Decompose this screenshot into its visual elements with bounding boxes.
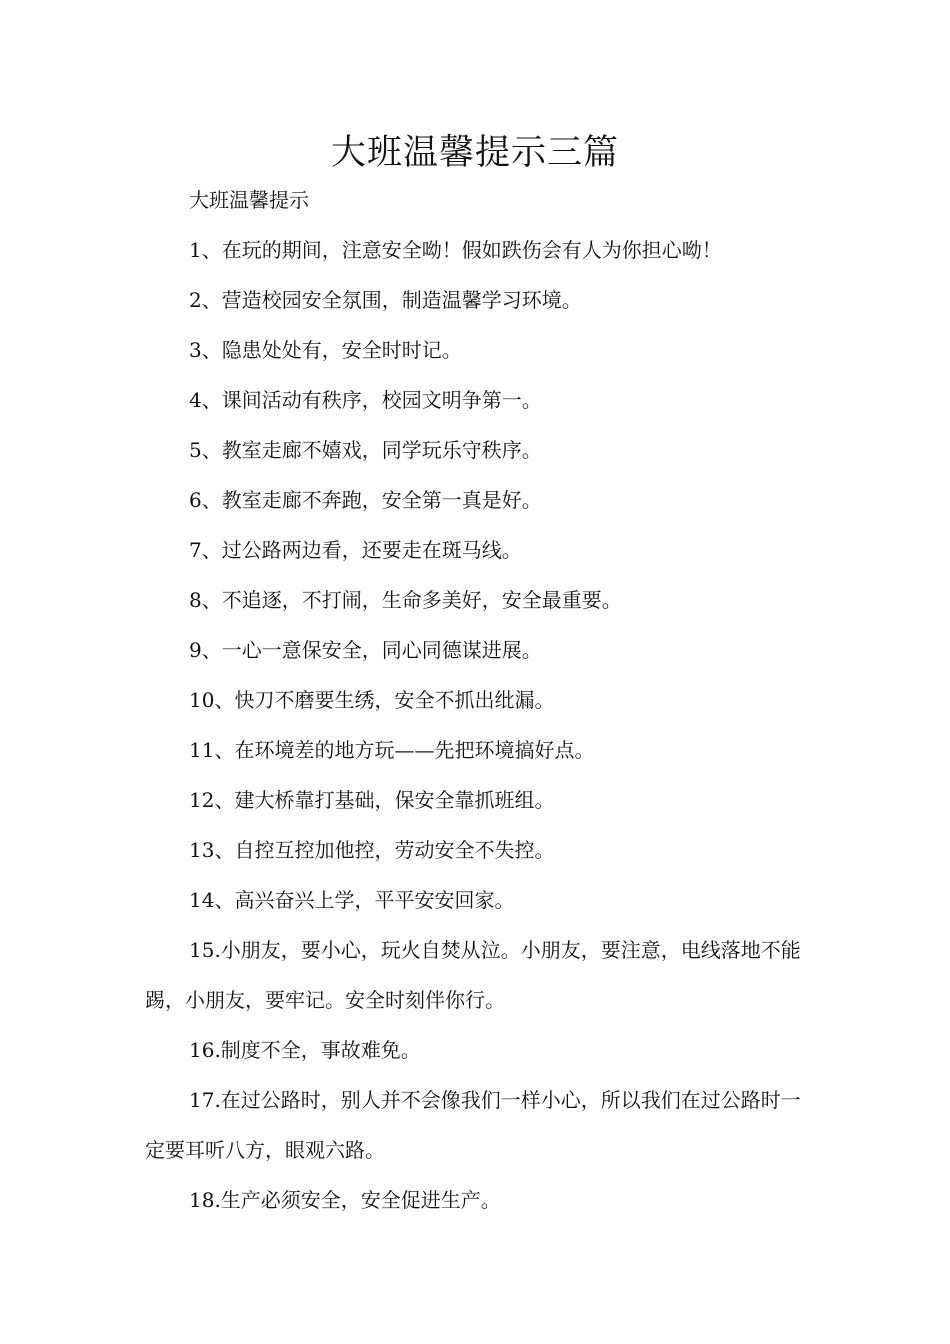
paragraph-4: 4、课间活动有秩序，校园文明争第一。 — [189, 388, 542, 412]
paragraph-15: 15.小朋友，要小心，玩火自焚从泣。小朋友，要注意，电线落地不能踢，小朋友，要牢记。安全时刻伴你行。 — [145, 938, 801, 1012]
paragraph-3: 3、隐患处处有，安全时时记。 — [189, 338, 462, 362]
paragraph-8: 8、不追逐，不打闹，生命多美好，安全最重要。 — [189, 588, 622, 612]
document-title: 大班温馨提示三篇 — [330, 133, 619, 173]
paragraph-6: 6、教室走廊不奔跑，安全第一真是好。 — [189, 488, 542, 512]
paragraph-13: 13、自控互控加他控，劳动安全不失控。 — [189, 838, 555, 862]
paragraph-18: 18.生产必须安全，安全促进生产。 — [189, 1188, 501, 1212]
paragraph-2: 2、营造校园安全氛围，制造温馨学习环境。 — [189, 288, 582, 312]
paragraph-7: 7、过公路两边看，还要走在斑马线。 — [189, 538, 522, 562]
paragraph-10: 10、快刀不磨要生绣，安全不抓出纰漏。 — [189, 688, 555, 712]
paragraph-11: 11、在环境差的地方玩——先把环境搞好点。 — [189, 738, 595, 762]
paragraph-12: 12、建大桥靠打基础，保安全靠抓班组。 — [189, 788, 555, 812]
section-subtitle: 大班温馨提示 — [189, 188, 309, 212]
paragraph-9: 9、一心一意保安全，同心同德谋进展。 — [189, 638, 542, 662]
paragraph-16: 16.制度不全，事故难免。 — [189, 1038, 421, 1062]
paragraph-1: 1、在玩的期间，注意安全呦！假如跌伤会有人为你担心呦！ — [189, 238, 722, 262]
paragraph-5: 5、教室走廊不嬉戏，同学玩乐守秩序。 — [189, 438, 542, 462]
paragraph-14: 14、高兴奋兴上学，平平安安回家。 — [189, 888, 515, 912]
document-body — [145, 175, 809, 1225]
paragraph-17: 17.在过公路时，别人并不会像我们一样小心，所以我们在过公路时一定要耳听八方，眼观六路。 — [145, 1088, 801, 1162]
